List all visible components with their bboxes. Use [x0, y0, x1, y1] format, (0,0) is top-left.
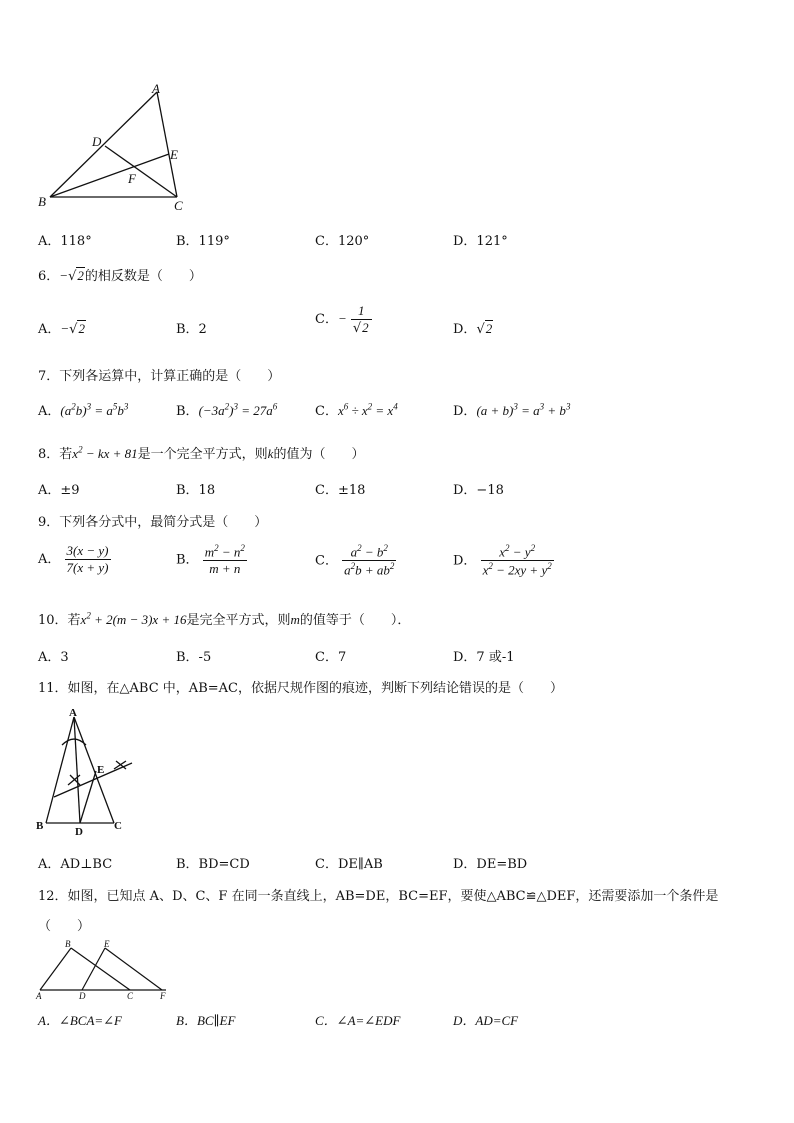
label-f: F: [128, 171, 136, 186]
label-b: B: [65, 939, 71, 949]
label-d: D: [79, 991, 86, 1001]
q5-option-a[interactable]: A．118°: [38, 234, 92, 249]
q9-option-d[interactable]: D． $\frac{x^2 - y^2}{x^2 - 2xy + y^2}$: [453, 543, 552, 578]
q12-option-c[interactable]: C．∠A=∠EDF: [315, 1013, 401, 1028]
label-a: A: [69, 707, 77, 719]
q10-stem: 10．若$x^2 + 2(m - 3)x + 16$是完全平方式，则m的值等于（ ）．: [38, 610, 411, 628]
q12-paren: （ ）: [38, 919, 91, 934]
q11-option-d[interactable]: D．DE=BD: [453, 857, 528, 872]
q11-option-c[interactable]: C．DE∥AB: [315, 857, 383, 872]
q8-option-a[interactable]: A．±9: [38, 483, 80, 498]
label-f: F: [160, 991, 166, 1001]
q9-option-a[interactable]: A． $\frac{3(x - y)}{7(x + y)}$: [38, 543, 109, 575]
q5-option-b[interactable]: B．119°: [176, 234, 230, 249]
q9-option-b[interactable]: B． $\frac{m^2 - n^2}{m + n}$: [176, 543, 245, 577]
q9-stem: 9．下列各分式中，最简分式是（ ）: [38, 515, 268, 530]
q10-option-b[interactable]: B．-5: [176, 650, 212, 665]
q8-option-b[interactable]: B．18: [176, 483, 216, 498]
q8-stem: 8．若$x^2$ − kx + 81是一个完全平方式，则k的值为（ ）: [38, 444, 365, 462]
label-b: B: [36, 820, 44, 832]
q7-option-c[interactable]: C．$x^6 \div x^2 = x^4$: [315, 401, 398, 419]
triangle-figure-q5: [30, 80, 200, 215]
q11-option-b[interactable]: B．BD=CD: [176, 857, 250, 872]
q5-option-c[interactable]: C．120°: [315, 234, 370, 249]
q11-stem: 11．如图，在△ABC 中，AB=AC，依据尺规作图的痕迹，判断下列结论错误的是（ ）: [38, 681, 563, 696]
label-a: A: [152, 81, 160, 96]
q10-option-a[interactable]: A．3: [38, 650, 69, 665]
q10-option-d[interactable]: D．7 或-1: [453, 650, 515, 665]
label-c: C: [127, 991, 134, 1001]
triangle-figure-q11: [34, 705, 144, 840]
q12-option-a[interactable]: A．∠BCA=∠F: [38, 1013, 122, 1028]
label-c: C: [174, 198, 183, 213]
q12-stem: 12．如图，已知点 A、D、C、F 在同一条直线上，AB=DE，BC=EF，要使△ABC≌△DEF，还需要添加一个条件是: [38, 889, 719, 904]
q6-option-a[interactable]: A．−√2: [38, 321, 85, 337]
q12-option-d[interactable]: D．AD=CF: [453, 1013, 519, 1028]
triangles-figure-q12: [34, 938, 174, 1002]
q6-option-d[interactable]: D．√2: [453, 321, 493, 337]
q6-option-c[interactable]: C．− $\frac{1}{√2}$: [315, 303, 372, 336]
q8-option-c[interactable]: C．±18: [315, 483, 366, 498]
q7-option-b[interactable]: B．$(-3a^2)^3 = 27a^6$: [176, 401, 278, 419]
label-c: C: [114, 820, 122, 832]
q7-stem: 7．下列各运算中，计算正确的是（ ）: [38, 369, 281, 384]
label-e: E: [170, 147, 178, 162]
q6-stem: 6．−√2的相反数是（ ）: [38, 268, 202, 284]
q5-option-d[interactable]: D．121°: [453, 234, 508, 249]
q11-option-a[interactable]: A．AD⊥BC: [38, 857, 113, 872]
q8-option-d[interactable]: D．−18: [453, 483, 504, 498]
label-e: E: [104, 939, 110, 949]
label-a: A: [36, 991, 42, 1001]
label-d: D: [92, 134, 102, 149]
q12-option-b[interactable]: B．BC∥EF: [176, 1013, 236, 1028]
q7-option-a[interactable]: A．$(a^2b)^3 = a^5b^3$: [38, 401, 129, 419]
label-b: B: [38, 194, 46, 209]
label-d: D: [75, 826, 83, 838]
q6-option-b[interactable]: B．2: [176, 322, 207, 337]
q7-option-d[interactable]: D．$(a + b)^3 = a^3 + b^3$: [453, 401, 571, 419]
q9-option-c[interactable]: C． $\frac{a^2 - b^2}{a^2b + ab^2}$: [315, 543, 395, 578]
label-e: E: [97, 764, 105, 776]
q10-option-c[interactable]: C．7: [315, 650, 347, 665]
